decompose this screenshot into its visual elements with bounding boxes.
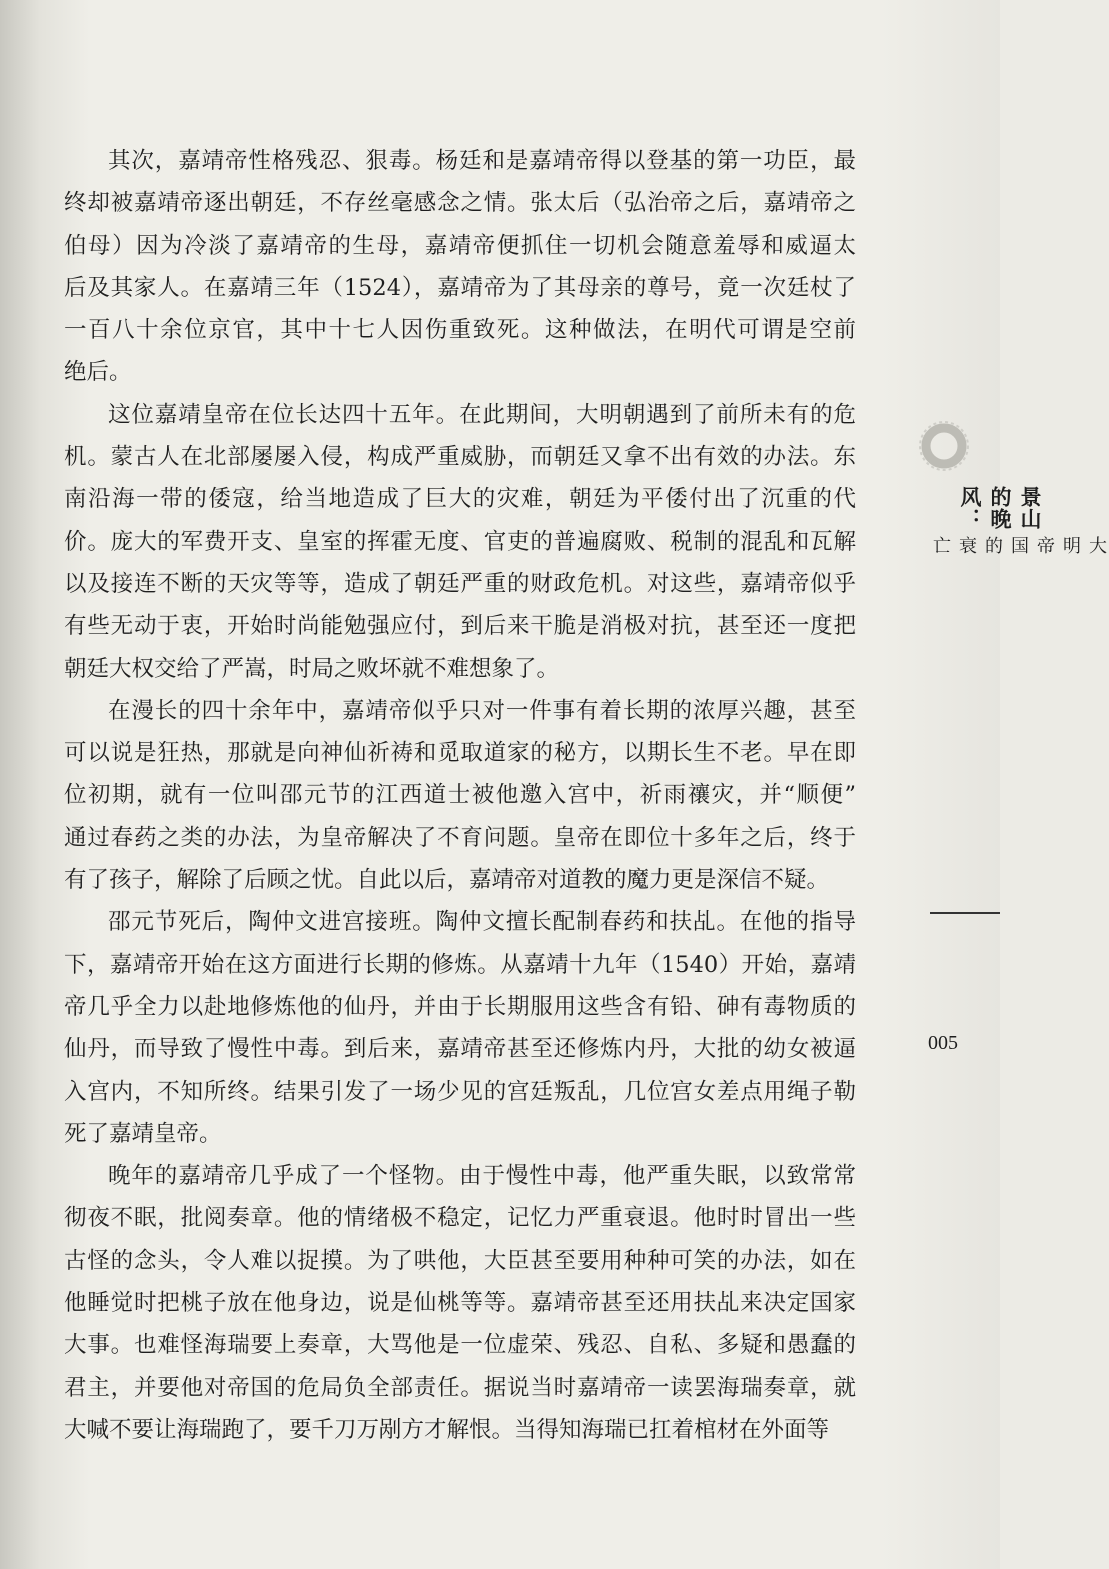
text-line: 下，嘉靖帝开始在这方面进行长期的修炼。从嘉靖十九年（1540）开始，嘉靖 — [64, 951, 856, 978]
text-line: 机。蒙古人在北部屡屡入侵，构成严重威胁，而朝廷又拿不出有效的办法。东 — [64, 444, 856, 471]
paragraph — [64, 690, 856, 901]
text-line: 一百八十余位京官，其中十七人因伤重致死。这种做法，在明代可谓是空前 — [64, 317, 856, 344]
text-line: 帝几乎全力以赴地修炼他的仙丹，并由于长期服用这些含有铅、砷有毒物质的 — [64, 993, 856, 1020]
text-line: 晚年的嘉靖帝几乎成了一个怪物。由于慢性中毒，他严重失眠，以致常常 — [108, 1163, 856, 1190]
text-line: 古怪的念头，令人难以捉摸。为了哄他，大臣甚至要用种种可笑的办法，如在 — [64, 1247, 856, 1274]
text-line: 邵元节死后，陶仲文进宫接班。陶仲文擅长配制春药和扶乩。在他的指导 — [108, 909, 856, 936]
body-text — [64, 140, 856, 1451]
text-line: 仙丹，而导致了慢性中毒。到后来，嘉靖帝甚至还修炼内丹，大批的幼女被逼 — [64, 1036, 856, 1063]
text-line: 这位嘉靖皇帝在位长达四十五年。在此期间，大明朝遇到了前所未有的危 — [108, 401, 856, 428]
page-number: 005 — [928, 1032, 958, 1054]
text-line: 有些无动于衷，开始时尚能勉强应付，到后来干脆是消极对抗，甚至还一度把 — [64, 613, 856, 640]
text-line: 通过春药之类的办法，为皇帝解决了不育问题。皇帝在即位十多年之后，终于 — [64, 824, 856, 851]
text-line: 死了嘉靖皇帝。 — [64, 1120, 222, 1147]
text-line: 入宫内，不知所终。结果引发了一场少见的宫廷叛乱，几位宫女差点用绳子勒 — [64, 1078, 856, 1105]
paragraph — [64, 394, 856, 690]
side-rule — [930, 912, 1000, 914]
text-line: 有了孩子，解除了后顾之忧。自此以后，嘉靖帝对道教的魔力更是深信不疑。 — [64, 867, 830, 894]
text-line: 朝廷大权交给了严嵩，时局之败坏就不难想象了。 — [64, 655, 560, 682]
text-line: 后及其家人。在嘉靖三年（1524），嘉靖帝为了其母亲的尊号，竟一次廷杖了 — [64, 274, 856, 301]
text-line: 他睡觉时把桃子放在他身边，说是仙桃等等。嘉靖帝甚至还用扶乩来决定国家 — [64, 1290, 856, 1317]
text-line: 南沿海一带的倭寇，给当地造成了巨大的灾难，朝廷为平倭付出了沉重的代 — [64, 486, 856, 513]
text-line: 绝后。 — [64, 359, 132, 386]
paragraph — [64, 1155, 856, 1451]
text-line: 价。庞大的军费开支、皇室的挥霍无度、官吏的普遍腐败、税制的混乱和瓦解 — [64, 528, 856, 555]
book-subtitle: 大明帝国的衰亡 — [930, 536, 1107, 555]
text-line: 可以说是狂热，那就是向神仙祈祷和觅取道家的秘方，以期长生不老。早在即 — [64, 740, 856, 767]
text-line: 其次，嘉靖帝性格残忍、狠毒。杨廷和是嘉靖帝得以登基的第一功臣，最 — [108, 148, 856, 174]
text-line: 位初期，就有一位叫邵元节的江西道士被他邀入宫中，祈雨禳灾，并“顺便” — [64, 782, 856, 809]
text-line: 彻夜不眠，批阅奏章。他的情绪极不稳定，记忆力严重衰退。他时时冒出一些 — [64, 1205, 856, 1232]
text-line: 终却被嘉靖帝逐出朝廷，不存丝毫感念之情。张太后（弘治帝之后，嘉靖帝之 — [64, 190, 856, 217]
text-line: 君主，并要他对帝国的危局负全部责任。据说当时嘉靖帝一读罢海瑞奏章，就 — [64, 1374, 856, 1401]
text-line: 在漫长的四十余年中，嘉靖帝似乎只对一件事有着长期的浓厚兴趣，甚至 — [108, 697, 856, 724]
text-line: 伯母）因为冷淡了嘉靖帝的生母，嘉靖帝便抓住一切机会随意羞辱和威逼太 — [64, 232, 856, 259]
text-line: 大事。也难怪海瑞要上奏章，大骂他是一位虚荣、残忍、自私、多疑和愚蠢的 — [64, 1332, 856, 1359]
text-line: 以及接连不断的天灾等等，造成了朝廷严重的财政危机。对这些，嘉靖帝似乎 — [64, 570, 856, 597]
ornament-icon — [918, 420, 970, 472]
paragraph — [64, 140, 856, 394]
book-title: 景山的晚风： — [958, 486, 1042, 530]
paragraph — [64, 901, 856, 1155]
text-line: 大喊不要让海瑞跑了，要千刀万剐方才解恨。当得知海瑞已扛着棺材在外面等 — [64, 1416, 830, 1443]
